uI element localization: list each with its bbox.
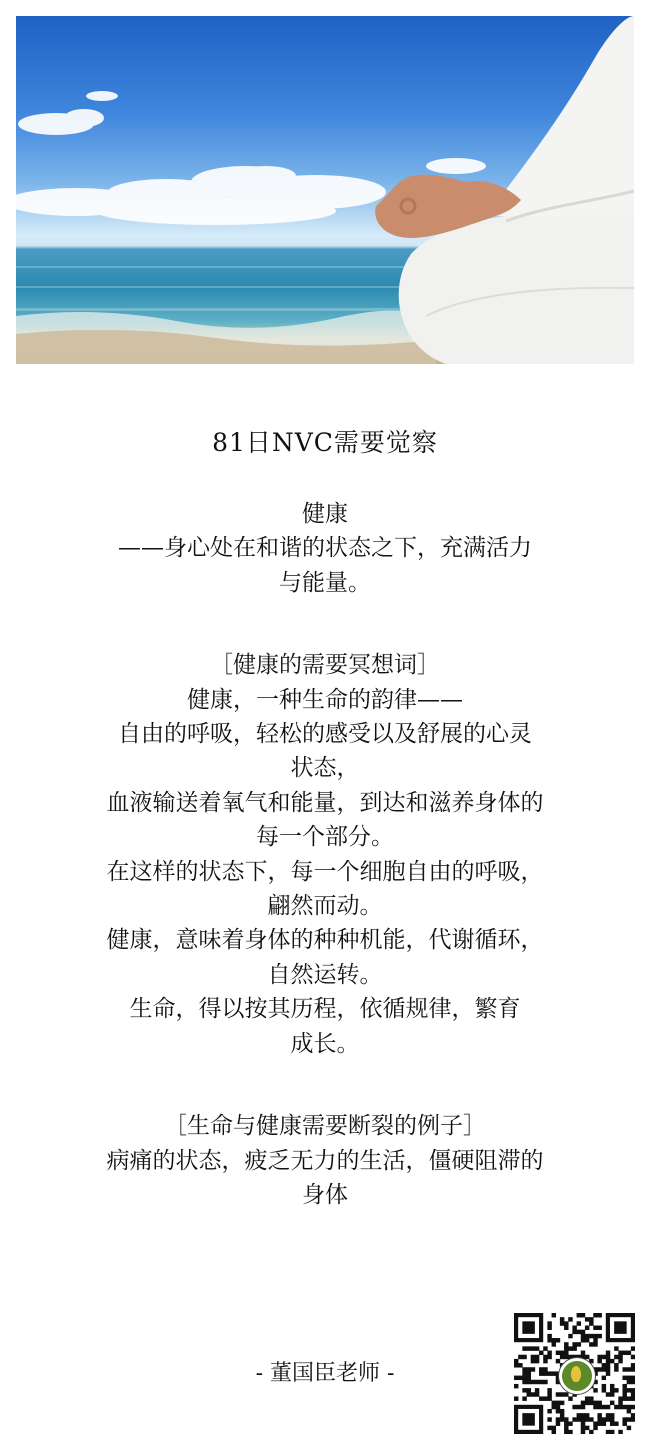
text-line: 与能量。 <box>279 569 371 596</box>
text-line: 血液输送着氧气和能量，到达和滋养身体的 <box>106 789 544 816</box>
text-line: 身体 <box>302 1181 348 1208</box>
spacer <box>60 1061 590 1109</box>
text-line: 成长。 <box>290 1030 360 1057</box>
section-heading: ［生命与健康需要断裂的例子］ <box>164 1113 486 1140</box>
text-line: 翩然而动。 <box>267 893 383 920</box>
text-line: 在这样的状态下，每一个细胞自由的呼吸， <box>106 858 544 885</box>
text-line: 生命，得以按其历程，依循规律，繁育 <box>129 996 521 1023</box>
author-signature: - 董国臣老师 - <box>255 1361 395 1386</box>
text-line: 自由的呼吸，轻松的感受以及舒展的心灵 <box>118 721 532 748</box>
page-title: 81日NVC需要觉察 <box>212 428 438 457</box>
spacer <box>60 600 590 648</box>
text-line: 健康 <box>302 501 348 527</box>
poem-body <box>60 497 590 1212</box>
text-line: 病痛的状态，疲乏无力的生活，僵硬阻滞的 <box>106 1147 544 1174</box>
text-line: 状态， <box>290 755 360 782</box>
section-heading: ［健康的需要冥想词］ <box>210 652 440 679</box>
text-line: 自然运转。 <box>267 961 383 988</box>
meditation-beach-image <box>16 16 634 364</box>
text-line: 健康，意味着身体的种种机能，代谢循环， <box>106 927 544 954</box>
text-line: 每一个部分。 <box>256 824 394 851</box>
text-line: ——身心处在和谐的状态之下，充满活力 <box>118 535 532 562</box>
text-line: 健康，一种生命的韵律—— <box>187 686 463 713</box>
leaf-logo-icon <box>559 1358 595 1394</box>
